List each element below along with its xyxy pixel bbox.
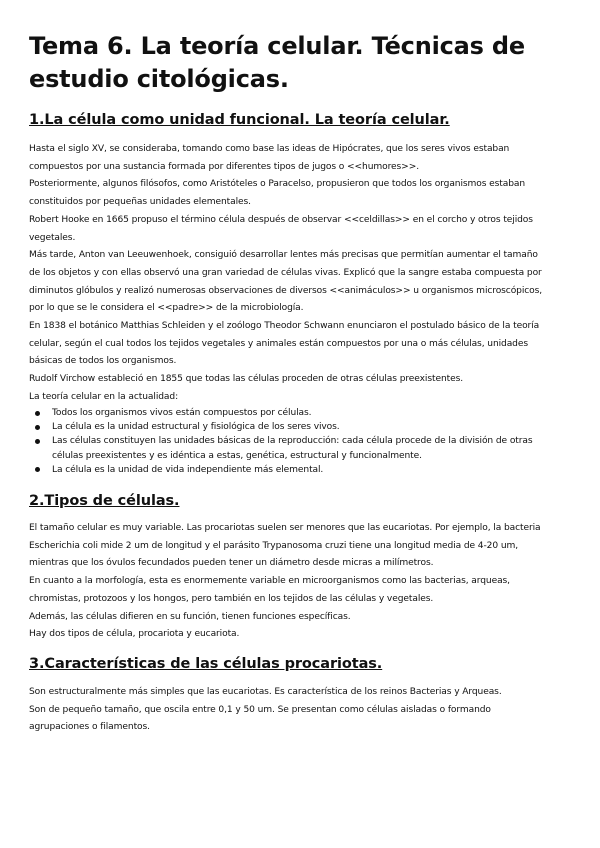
section-3-body [29, 684, 574, 737]
body-line: El tamaño celular es muy variable. Las procariotas suelen ser menores que las eucariotas. Por ejemplo, la bacteria [29, 523, 541, 533]
body-line: mientras que los óvulos fecundados pueden tener un diámetro desde micras a milímetros. [29, 558, 434, 569]
body-line: agrupaciones o filamentos. [29, 722, 150, 733]
document-title: Tema 6. La teoría celular. Técnicas de estudio citológicas. [29, 32, 525, 93]
body-line: básicas de todos los organismos. [29, 356, 177, 367]
body-line: Hasta el siglo XV, se consideraba, tomando como base las ideas de Hipócrates, que los seres vivos estaban [29, 144, 510, 154]
list-item-text: Todos los organismos vivos están compuestos por células. [52, 408, 312, 418]
list-item [29, 463, 569, 477]
body-line: Son estructuralmente más simples que las eucariotas. Es característica de los reinos Bacterias y Arqueas. [29, 687, 502, 697]
list-item [29, 420, 569, 434]
list-item-text: La célula es la unidad estructural y fisiológica de los seres vivos. [52, 422, 340, 433]
body-line: de los objetos y con ellas observó una gran variedad de células vivas. Explicó que la sangre estaba compuesta por [29, 267, 542, 278]
list-item-text: Las células constituyen las unidades básicas de la reproducción: cada célula procede de la división de otras [52, 436, 533, 447]
body-line: celular, según el cual todos los tejidos vegetales y animales están compuestos por una o más células, unidades [29, 338, 528, 349]
body-line: Son de pequeño tamaño, que oscila entre 0,1 y 50 um. Se presentan como células aisladas o formando [29, 704, 491, 715]
body-line: La teoría celular en la actualidad: [29, 391, 179, 402]
list-item [29, 434, 569, 462]
body-line: Además, las células difieren en su función, tienen funciones específicas. [29, 611, 351, 622]
list-item-text: células preexistentes y es idéntica a estas, genética, estructural y funcionalmente. [52, 450, 422, 461]
body-line: diminutos glóbulos y realizó numerosas observaciones de diversos <<animáculos>> u organismos microscópicos, [29, 285, 543, 296]
section-2-body [29, 520, 574, 644]
body-line: Más tarde, Anton van Leeuwenhoek, consiguió desarrollar lentes más precisas que permitían aumentar el tamaño [29, 250, 538, 261]
body-line: por lo que se le considera el <<padre>> de la microbiología. [29, 303, 304, 314]
section-3-heading: 3.Características de las células procariotas. [29, 656, 383, 672]
body-line: chromistas, protozoos y los hongos, pero también en los tejidos de las células y vegetales. [29, 593, 434, 604]
body-line: vegetales. [29, 232, 76, 243]
list-item [29, 406, 569, 420]
section-2-heading: 2.Tipos de células. [29, 493, 180, 509]
body-line: compuestos por una sustancia formada por diferentes tipos de jugos o <<humores>>. [29, 161, 420, 172]
cell-theory-bullet-list [29, 406, 569, 477]
section-1-body [29, 141, 574, 407]
list-item-text: La célula es la unidad de vida independiente más elemental. [52, 464, 324, 475]
body-line: Posteriormente, algunos filósofos, como Aristóteles o Paracelso, propusieron que todos los organismos estaban [29, 179, 526, 190]
body-line: Rudolf Virchow estableció en 1855 que todas las células proceden de otras células preexistentes. [29, 374, 463, 385]
body-line: constituidos por pequeñas unidades elementales. [29, 197, 251, 208]
body-line: En 1838 el botánico Matthias Schleiden y el zoólogo Theodor Schwann enunciaron el postulado básico de la teoría [29, 321, 540, 332]
body-line: En cuanto a la morfología, esta es enormemente variable en microorganismos como las bacterias, arqueas, [29, 576, 510, 587]
section-1-heading: 1.La célula como unidad funcional. La teoría celular. [29, 112, 450, 128]
body-line: Escherichia coli mide 2 um de longitud y el parásito Trypanosoma cruzi tiene una longitud media de 4-20 um, [29, 540, 519, 551]
body-line: Robert Hooke en 1665 propuso el término célula después de observar <<celdillas>> en el corcho y otros tejidos [29, 214, 533, 225]
body-line: Hay dos tipos de célula, procariota y eucariota. [29, 629, 240, 640]
